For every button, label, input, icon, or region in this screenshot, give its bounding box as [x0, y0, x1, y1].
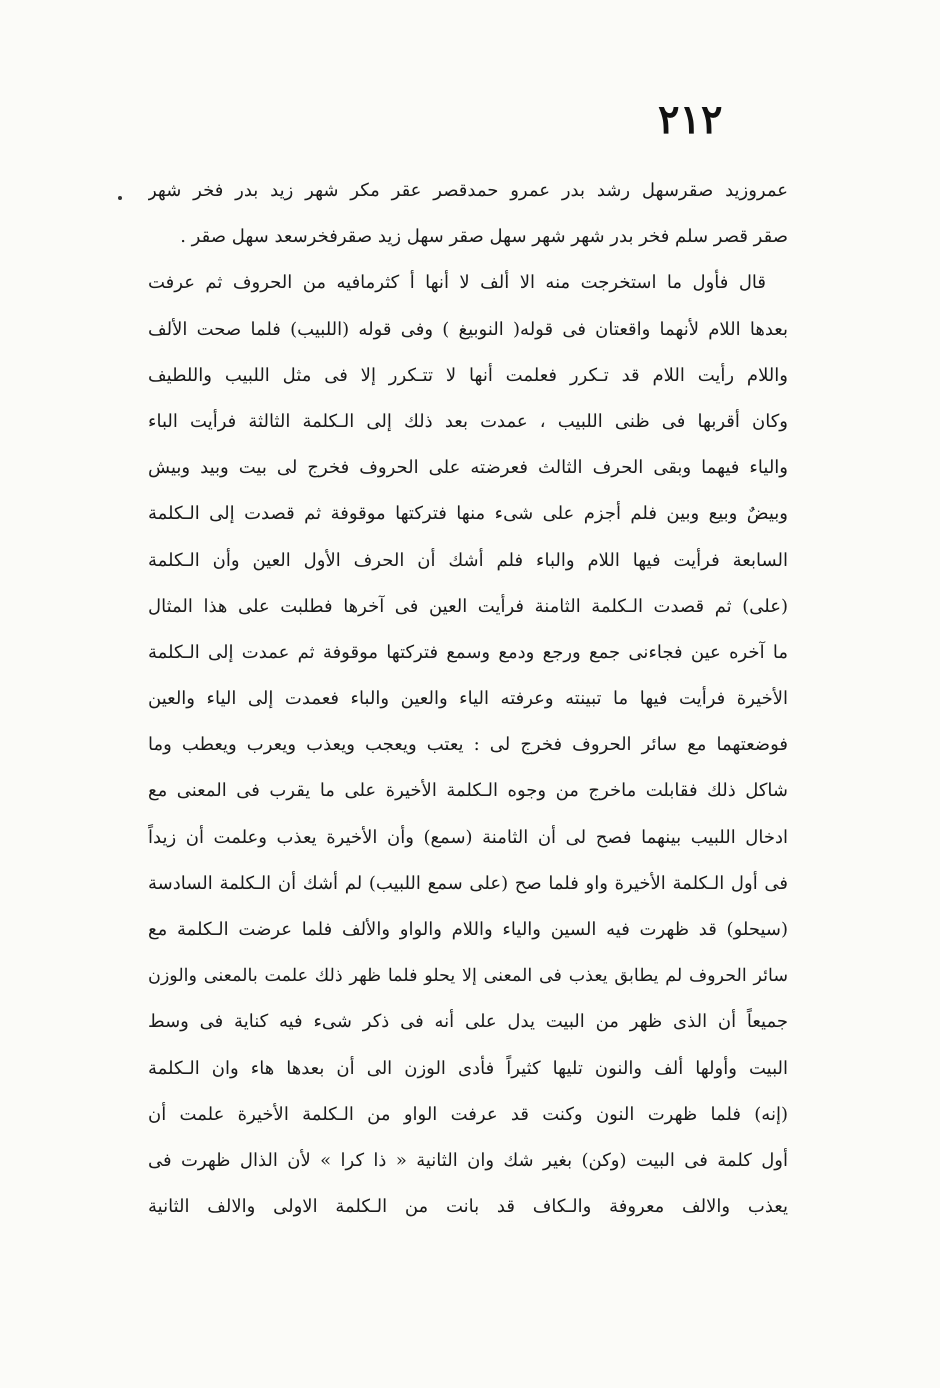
- text-line: يعذب والالف معروفة والـكاف قد بانت من الـكلمة الاولى والالف الثانية: [148, 1196, 788, 1218]
- text-line: البيت وأولها ألف والنون تليها كثيراً فأدى الوزن الى أن بعدها هاء وان الـكلمة: [148, 1057, 788, 1079]
- margin-dot: [118, 196, 122, 200]
- text-line: ما آخره عين فجاءنى جمع ورجع ودمع وسمع فتركتها موقوفة ثم عمدت إلى الـكلمة: [148, 641, 788, 663]
- text-line: وكان أقربها فى ظنى اللبيب ، عمدت بعد ذلك إلى الـكلمة الثالثة فرأيت الباء: [148, 410, 788, 432]
- text-line: فوضعتهما مع سائر الحروف فخرج لى : يعتب ويعجب ويعذب ويعرب ويعطب وما: [148, 734, 788, 756]
- text-line: (سيحلو) قد ظهرت فيه السين والياء واللام والواو والألف فلما عرضت الـكلمة مع: [148, 919, 788, 940]
- text-line: عمروزيد صقرسهل رشد بدر عمرو حمدقصر عقر مكر شهر زيد بدر فخر شهر: [148, 180, 788, 201]
- text-line: والياء فيهما وبقى الحرف الثالث فعرضته على الحروف فخرج لى بيت وبيد وبيش: [148, 457, 788, 479]
- text-line: أول كلمة فى البيت (وكن) بغير شك وان الثانية « ذا كرا » لأن الذال ظهرت فى: [148, 1149, 788, 1171]
- text-line: جميعاً أن الذى ظهر من البيت يدل على أنه فى ذكر شىء فيه كناية فى وسط: [148, 1011, 788, 1033]
- page-number: ٢١٢: [658, 96, 723, 143]
- text-line: واللام رأيت اللام قد تـكرر فعلمت أنها لا تتـكرر إلا فى مثل اللبيب واللطيف: [148, 364, 788, 386]
- text-line: فى أول الـكلمة الأخيرة واو فلما صح (على سمع اللبيب) لم أشك أن الـكلمة السادسة: [148, 872, 788, 894]
- text-line: (إنه) فلما ظهرت النون وكنت قد عرفت الواو من الـكلمة الأخيرة علمت أن: [148, 1103, 788, 1125]
- text-line: ادخال اللبيب بينهما فصح لى أن الثامنة (سمع) وأن الأخيرة يعذب وعلمت أن زيداً: [148, 826, 788, 848]
- text-line: صقر قصر سلم فخر بدر شهر شهر سهل صقر سهل زيد صقرفخرسعد سهل صقر .: [180, 226, 788, 248]
- text-line: السابعة فرأيت فيها اللام والباء فلم أشك أن الحرف الأول العين وأن الـكلمة: [148, 549, 788, 571]
- text-line: سائر الحروف لم يطابق يعذب فى المعنى إلا يحلو فلما ظهر ذلك علمت بالمعنى والوزن: [148, 966, 788, 987]
- text-line: (على) ثم قصدت الـكلمة الثامنة فرأيت العين فى آخرها فطلبت على هذا المثال: [148, 595, 788, 617]
- text-line: بعدها اللام لأنهما واقعتان فى قوله( النوبيغ ) وفى قوله (اللبيب) فلما صحت الألف: [148, 318, 788, 340]
- text-line: الأخيرة فرأيت فيها ما تبينته وعرفته الياء والعين والباء فعمدت إلى الياء والعين: [148, 688, 788, 710]
- body-text: [148, 168, 788, 1230]
- text-line: قال فأول ما استخرجت منه الا ألف لا أنها أ كثرمافيه من الحروف ثم عرفت: [148, 272, 766, 294]
- text-line: وبيضٌ وبيع وبين فلم أجزم على شىء منها فتركتها موقوفة ثم قصدت إلى الـكلمة: [148, 503, 788, 525]
- text-line: شاكل ذلك فقابلت ماخرج من وجوه الـكلمة الأخيرة على ما يقرب فى المعنى مع: [148, 780, 788, 802]
